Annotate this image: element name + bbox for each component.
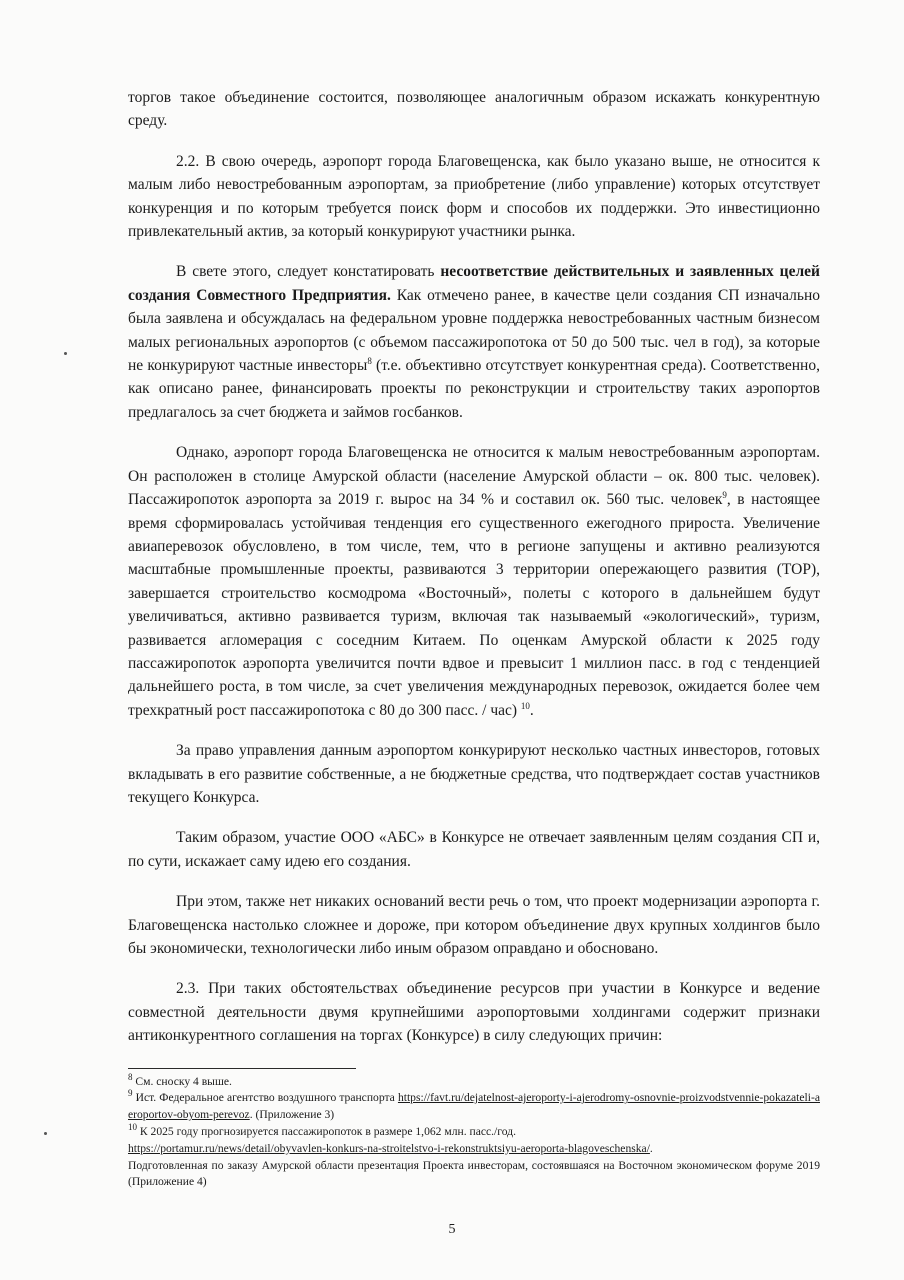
page-number: 5 <box>448 1222 456 1237</box>
footnote-text: Подготовленная по заказу Амурской области презентация Проекта инвесторам, состоявшаяся на Восточном экономическом форуме 2019 (Приложение 4) <box>128 1158 820 1189</box>
footnote-ref-9[interactable]: 9 <box>722 489 727 500</box>
footnote-separator <box>128 1068 356 1069</box>
scan-speck <box>64 352 67 355</box>
paragraph-airport-growth <box>128 441 820 722</box>
paragraph-continuation: торгов такое объединение состоится, позволяющее аналогичным образом искажать конкурентную среду. <box>128 89 820 130</box>
footnote-text: . (Приложение 3) <box>249 1108 335 1122</box>
scan-speck <box>44 1132 47 1135</box>
paragraph-mismatch-goals <box>128 260 820 424</box>
paragraph-text: Как отмечено ранее, в качестве цели создания СП изначально была заявлена и обсуждалась на федеральном уровне поддержка невостребованных частным бизнесом малых региональных аэропортов (с объемом пассажиропотока от 50 до 500 тыс. чел в год), за которые не конкурируют частные инвесторы <box>128 286 820 375</box>
paragraph-conclusion: Таким образом, участие ООО «АБС» в Конкурсе не отвечает заявленным целям создания СП и, по сути, искажает саму идею его создания. <box>128 829 820 870</box>
footnote-9 <box>128 1090 820 1124</box>
paragraph-text: (т.е. объективно отсутствует конкурентная среда). Соответственно, как описано ранее, финансировать проекты по реконструкции и строительству таких аэропортов предлагалось за счет бюджета и займов госбанков. <box>128 357 820 421</box>
paragraph-competition: За право управления данным аэропортом конкурируют несколько частных инвесторов, готовых вкладывать в его развитие собственные, а не бюджетные средства, что подтверждает состав участников текущего Конкурса. <box>128 742 820 806</box>
footnote-10 <box>128 1124 820 1191</box>
footnote-text: См. сноску 4 выше. <box>132 1074 232 1088</box>
footnote-number: 9 <box>128 1088 133 1099</box>
bold-statement: несоответствие действительных и заявленных целей создания Совместного Предприятия. <box>128 263 820 304</box>
footnote-text: . <box>649 1141 653 1155</box>
paragraph-no-grounds: При этом, также нет никаких оснований вести речь о том, что проект модернизации аэропорта г. Благовещенска настолько сложнее и дороже, при котором объединение двух крупных холдингов было бы экономически, технологически либо иным образом оправдано и обосновано. <box>128 893 820 957</box>
footnote-link-portamur[interactable]: https://portamur.ru/news/detail/obyvavlen-konkurs-na-stroitelstvo-i-rekonstruktsiyu-aeroporta-blagoveschenska/ <box>128 1141 650 1155</box>
paragraph-2-2: 2.2. В свою очередь, аэропорт города Благовещенска, как было указано выше, не относится к малым либо невостребованным аэропортам, за приобретение (либо управление) которых отсутствует конкуренция и по которым требуется поиск форм и способов их поддержки. Это инвестиционно привлекательный актив, за который конкурируют участники рынка. <box>128 152 820 241</box>
paragraph-text: . <box>529 701 534 719</box>
footnote-text: Ист. Федеральное агентство воздушного транспорта <box>132 1091 398 1105</box>
footnote-8 <box>128 1071 820 1091</box>
footnote-link-favt[interactable]: https://favt.ru/dejatelnost-ajeroporty-i-ajerodromy-osnovnie-proizvodstvennie-pokazateli-aeroportov-obyom-perevoz <box>128 1091 820 1122</box>
footnote-ref-10[interactable]: 10 <box>520 700 530 711</box>
paragraph-text: В свете этого, следует констатировать <box>176 263 441 281</box>
paragraph-text: , в настоящее время сформировалась устойчивая тенденция его существенного ежегодного прироста. Увеличение авиаперевозок обусловлено, в том числе, тем, что в регионе запущены и активно реализуются масштабные промышленные проекты, развиваются 3 территории опережающего развития (ТОР), завершается строительство космодрома «Восточный», полеты с которого в дальнейшем будут увеличиваться, активно развивается туризм, включая так называемый «экологический», туризм, развивается агломерация с соседним Китаем. По оценкам Амурской области к 2025 году пассажиропоток аэропорта увеличится почти вдвое и превысит 1 миллион пасс. в год с тенденцией дальнейшего роста, в том числе, за счет увеличения международных перевозок, ожидается более чем трехкратный рост пассажиропотока с 80 до 300 пасс. / час) <box>128 491 820 719</box>
footnote-number: 10 <box>128 1122 137 1133</box>
paragraph-text: Однако, аэропорт города Благовещенска не относится к малым невостребованным аэропортам. Он расположен в столице Амурской области (население Амурской области – ок. 800 тыс. человек). Пассажиропоток аэропорта за 2019 г. вырос на 34 % и составил ок. 560 тыс. человек <box>128 444 820 509</box>
footnote-ref-8[interactable]: 8 <box>367 355 372 366</box>
footnote-text: К 2025 году прогнозируется пассажиропоток в размере 1,062 млн. пасс./год. <box>137 1125 516 1139</box>
paragraph-2-3: 2.3. При таких обстоятельствах объединение ресурсов при участии в Конкурсе и ведение совместной деятельности двумя крупнейшими аэропортовыми холдингами содержит признаки антиконкурентного соглашения на торгах (Конкурсе) в силу следующих причин: <box>128 980 820 1045</box>
footnote-number: 8 <box>128 1071 133 1082</box>
